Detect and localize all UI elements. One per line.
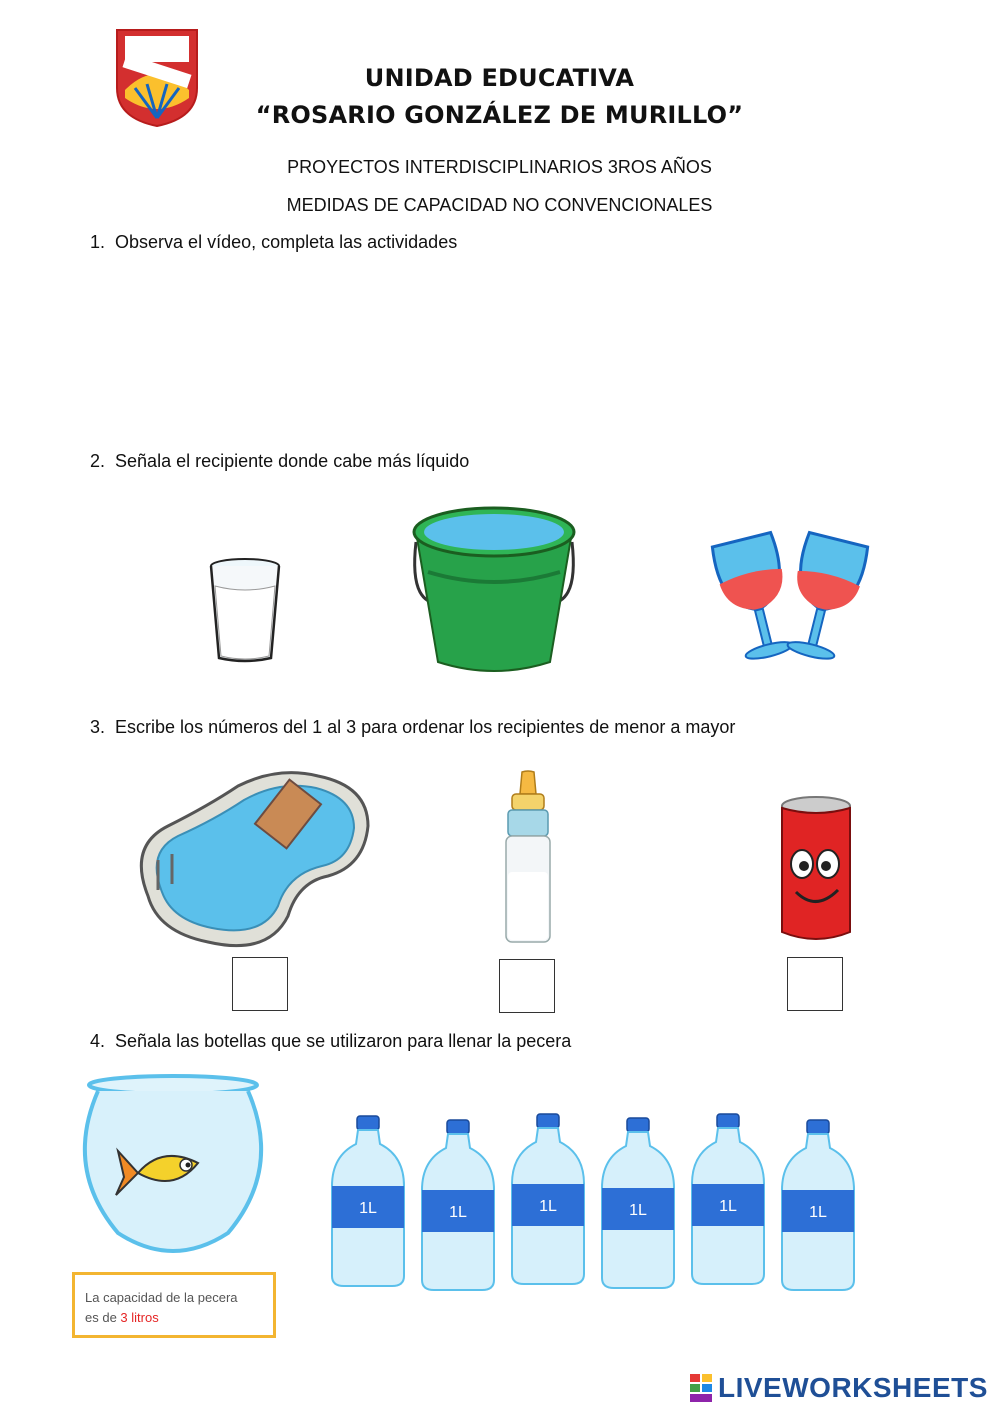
water-bottle-option[interactable] bbox=[780, 1120, 856, 1292]
capacity-note-line2 bbox=[85, 1308, 273, 1328]
question-3 bbox=[90, 717, 735, 738]
question-text: Observa el vídeo, completa las actividades bbox=[115, 232, 458, 252]
water-bottle-option[interactable] bbox=[600, 1118, 676, 1290]
green-bucket-option[interactable] bbox=[408, 502, 580, 682]
capacity-note-highlight: 3 litros bbox=[120, 1310, 159, 1325]
bottle-label: 1L bbox=[449, 1204, 467, 1221]
baby-bottle-image bbox=[500, 772, 556, 944]
question-number: 2. bbox=[90, 451, 106, 471]
bottle-label: 1L bbox=[359, 1200, 377, 1217]
water-bottle-option[interactable] bbox=[420, 1120, 496, 1292]
soda-can-image bbox=[776, 796, 856, 944]
question-text: Señala las botellas que se utilizaron para llenar la pecera bbox=[115, 1031, 572, 1051]
question-text: Escribe los números del 1 al 3 para ordenar los recipientes de menor a mayor bbox=[115, 717, 736, 737]
water-bottle-option[interactable] bbox=[510, 1114, 586, 1286]
question-1 bbox=[90, 232, 457, 253]
water-bottles-row bbox=[330, 1116, 870, 1292]
liveworksheets-brand-text: LIVEWORKSHEETS bbox=[718, 1372, 988, 1403]
school-name-line1: UNIDAD EDUCATIVA bbox=[364, 64, 635, 92]
capacity-note-line1: La capacidad de la pecera bbox=[85, 1290, 238, 1305]
answer-box-baby-bottle[interactable] bbox=[499, 959, 555, 1013]
glass-of-milk-option[interactable] bbox=[205, 556, 285, 666]
topic-title: MEDIDAS DE CAPACIDAD NO CONVENCIONALES bbox=[286, 195, 713, 215]
capacity-note-prefix: es de bbox=[85, 1310, 121, 1325]
liveworksheets-logo bbox=[690, 1371, 988, 1405]
question-4 bbox=[90, 1031, 571, 1052]
pool-image bbox=[128, 766, 374, 952]
bottle-label: 1L bbox=[629, 1202, 647, 1219]
question-2 bbox=[90, 451, 469, 472]
wine-glasses-option[interactable] bbox=[716, 528, 866, 668]
water-bottle-option[interactable] bbox=[690, 1114, 766, 1286]
fishbowl-capacity-note bbox=[72, 1272, 276, 1338]
project-title: PROYECTOS INTERDISCIPLINARIOS 3ROS AÑOS bbox=[287, 157, 712, 177]
answer-box-pool[interactable] bbox=[232, 957, 288, 1011]
liveworksheets-live-icon bbox=[690, 1374, 714, 1402]
question-number: 4. bbox=[90, 1031, 106, 1051]
fishbowl-image bbox=[78, 1073, 268, 1255]
bottle-label: 1L bbox=[809, 1204, 827, 1221]
answer-box-soda-can[interactable] bbox=[787, 957, 843, 1011]
question-text: Señala el recipiente donde cabe más líquido bbox=[115, 451, 470, 471]
bottle-label: 1L bbox=[539, 1198, 557, 1215]
question-number: 1. bbox=[90, 232, 106, 252]
school-name-line2: “ROSARIO GONZÁLEZ DE MURILLO” bbox=[255, 101, 744, 129]
question-number: 3. bbox=[90, 717, 106, 737]
bottle-label: 1L bbox=[719, 1198, 737, 1215]
water-bottle-option[interactable] bbox=[330, 1116, 406, 1288]
